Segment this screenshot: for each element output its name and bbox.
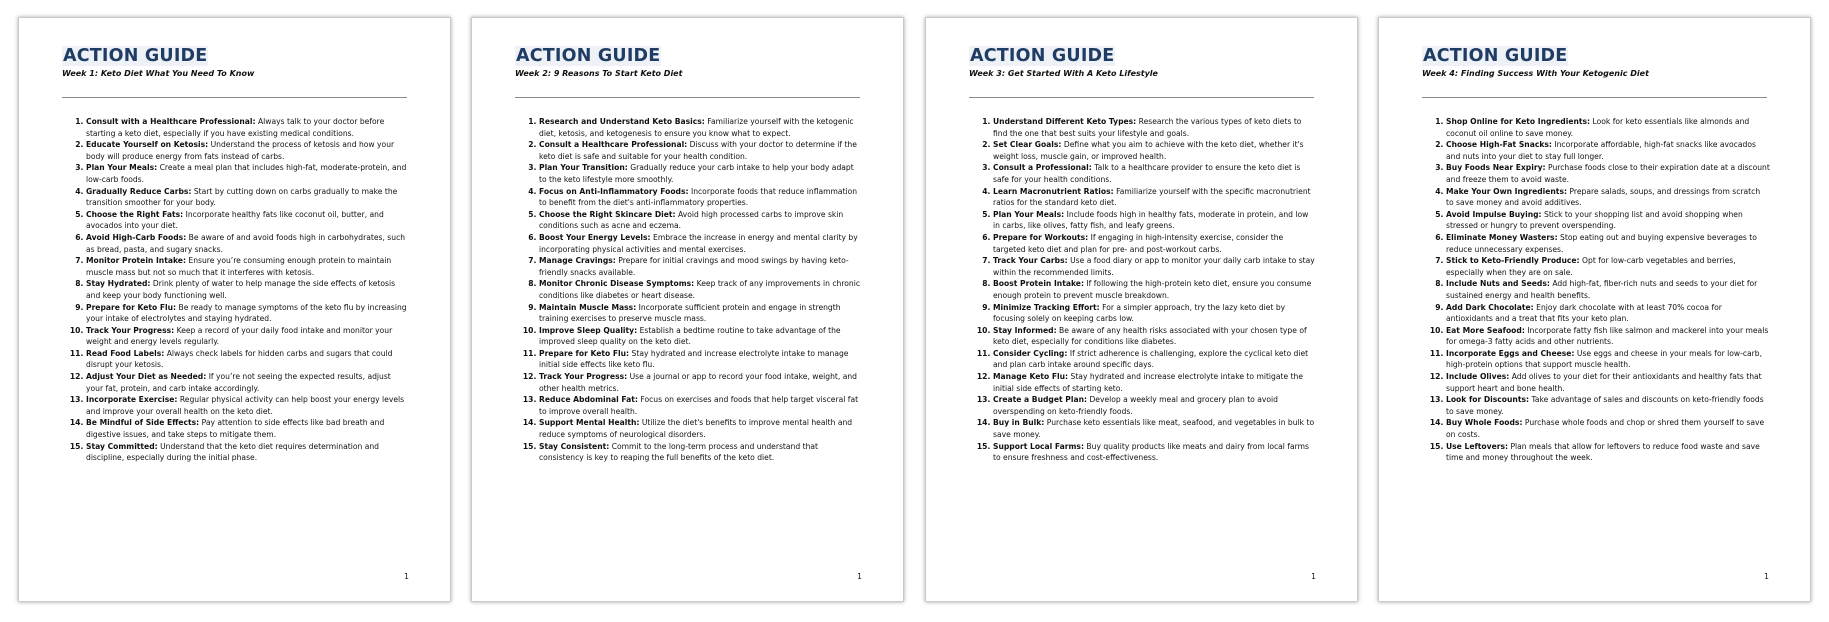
divider [62,97,407,98]
action-item [993,209,1317,232]
action-item-term: Choose the Right Fats: [86,209,184,219]
action-item-text: Keep a record of your daily food intake and monitor your weight and energy levels regularly. [86,325,393,347]
action-item [539,417,863,440]
action-item-text: Prepare for initial cravings and mood swings by having keto-friendly snacks available. [539,256,849,277]
action-item [993,186,1317,209]
action-item-text: Focus on exercises and foods that help target visceral fat to improve overall health. [539,395,859,416]
action-item-term: Improve Sleep Quality: [539,325,638,335]
action-item-term: Reduce Abdominal Fat: [539,395,638,405]
action-item-text: Use eggs and cheese in your meals for low-carb, high-protein options that support muscle health. [1446,348,1763,370]
action-item-term: Create a Budget Plan: [993,395,1088,405]
action-item-term: Track Your Progress: [86,325,175,335]
action-item-text: Add olives to your diet for their antioxidants and healthy fats that support heart and bone health. [1446,372,1762,393]
action-item [993,232,1317,255]
action-item-text: Gradually reduce your carb intake to help your body adapt to the keto lifestyle more smoothly. [539,163,854,184]
action-item-text: Always check labels for hidden carbs and sugars that could disrupt your ketosis. [86,348,393,370]
action-item [1446,371,1770,394]
action-item-text: Pay attention to side effects like bad breath and digestive issues, and take steps to mitigate them. [86,418,385,440]
action-item-term: Manage Keto Flu: [993,372,1069,382]
action-item-text: Establish a bedtime routine to take advantage of the improved sleep quality on the keto diet. [539,325,841,347]
action-item-term: Choose High-Fat Snacks: [1446,140,1552,150]
action-item-term: Plan Your Transition: [539,163,628,173]
action-item-term: Minimize Tracking Effort: [993,302,1100,312]
action-item-term: Eliminate Money Wasters: [1446,232,1558,242]
action-item-text: Embrace the increase in energy and mental clarity by incorporating physical activities and mental exercises. [539,232,858,254]
action-item-term: Shop Online for Keto Ingredients: [1446,117,1591,126]
action-item-term: Look for Discounts: [1446,395,1530,405]
action-item-text: Stop eating out and buying expensive beverages to reduce unnecessary expenses. [1446,232,1757,254]
page-subtitle: Week 4: Finding Success With Your Ketogenic Diet [1422,69,1649,78]
action-item [993,325,1317,348]
action-item-text: Incorporate sufficient protein and engage in strength training exercises to preserve muscle mass. [539,302,841,324]
action-item-term: Read Food Labels: [86,348,165,358]
action-item [993,302,1317,325]
action-item [86,441,410,464]
action-item-text: Utilize the diet's benefits to improve mental health and reduce symptoms of neurological disorders. [539,418,853,440]
action-item-text: Start by cutting down on carbs gradually to make the transition smoother for your body. [86,186,398,208]
action-item [1446,417,1770,440]
action-item [86,255,410,278]
action-item-term: Stay Hydrated: [86,279,151,289]
action-item-term: Consider Cycling: [993,348,1068,358]
action-item-term: Be Mindful of Side Effects: [86,418,200,428]
action-item [993,139,1317,162]
action-item-term: Monitor Chronic Disease Symptoms: [539,279,695,289]
page-number: 1 [1764,572,1769,581]
action-item [539,348,863,371]
action-item [1446,232,1770,255]
action-item-term: Understand Different Keto Types: [993,117,1137,126]
action-item [86,232,410,255]
action-item-text: Familiarize yourself with the ketogenic diet, ketosis, and ketogenesis to ensure you know what to expect. [539,117,854,138]
action-item-term: Manage Cravings: [539,256,616,266]
action-item-text: If you’re not seeing the expected results, adjust your fat, protein, and carb intake accordingly. [86,372,391,393]
action-item-term: Educate Yourself on Ketosis: [86,140,209,150]
action-item [1446,302,1770,325]
action-item-term: Prepare for Workouts: [993,232,1089,242]
action-item-term: Use Leftovers: [1446,441,1509,451]
action-item-term: Track Your Progress: [539,372,628,382]
action-item-text: Discuss with your doctor to determine if the keto diet is safe and suitable for your health condition. [539,140,857,161]
action-item-term: Incorporate Eggs and Cheese: [1446,348,1575,358]
divider [515,97,860,98]
action-item-term: Monitor Protein Intake: [86,256,186,266]
action-item-text: Be aware of any health risks associated with your chosen type of keto diet, especially for conditions like diabetes. [993,325,1307,347]
action-item [539,325,863,348]
action-item [86,348,410,371]
action-item-text: Buy quality products like meats and dairy from local farms to ensure freshness and cost-effectiveness. [993,441,1309,463]
action-item-term: Maintain Muscle Mass: [539,302,637,312]
action-item [993,278,1317,301]
action-item-term: Consult a Healthcare Professional: [539,140,688,150]
action-item [86,278,410,301]
action-item [993,116,1317,139]
action-item-text: Purchase whole foods and chop or shred them yourself to save on costs. [1446,418,1765,440]
action-item-term: Boost Protein Intake: [993,279,1084,289]
action-item-text: Develop a weekly meal and grocery plan to avoid overspending on keto-friendly foods. [993,395,1278,416]
action-item [1446,139,1770,162]
action-item-term: Avoid Impulse Buying: [1446,209,1542,219]
action-item-text: Be ready to manage symptoms of the keto flu by increasing your intake of electrolytes and staying hydrated. [86,302,407,324]
action-item [1446,186,1770,209]
action-item-term: Include Olives: [1446,372,1510,382]
action-item-term: Stick to Keto-Friendly Produce: [1446,256,1580,266]
action-item-text: Understand the process of ketosis and how your body will produce energy from fats instead of carbs. [86,140,395,161]
action-item-term: Stay Consistent: [539,441,610,451]
action-item [539,255,863,278]
action-item-term: Make Your Own Ingredients: [1446,186,1567,196]
action-item [1446,278,1770,301]
action-item-text: Familiarize yourself with the specific macronutrient ratios for the standard keto diet. [993,186,1311,208]
action-item-term: Adjust Your Diet as Needed: [86,372,207,382]
action-item [993,417,1317,440]
action-item [1446,325,1770,348]
action-item-text: If engaging in high-intensity exercise, consider the targeted keto diet and plan for pre- and post-workout carbs. [993,232,1284,254]
action-item-text: Stay hydrated and increase electrolyte intake to manage initial side effects like keto flu. [539,348,849,370]
action-item-text: Use a journal or app to record your food intake, weight, and other health metrics. [539,372,857,393]
page-number: 1 [857,572,862,581]
action-item-text: Prepare salads, soups, and dressings from scratch to save money and avoid additives. [1446,186,1761,208]
page-subtitle: Week 3: Get Started With A Keto Lifestyle [969,69,1158,78]
action-item-term: Research and Understand Keto Basics: [539,117,705,126]
action-item-text: Include foods high in healthy fats, moderate in protein, and low in carbs, like olives, fatty fish, and leafy greens. [993,209,1309,231]
action-item-text: Incorporate foods that reduce inflammation to benefit from the diet's anti-inflammatory properties. [539,186,858,208]
page-title: ACTION GUIDE [63,46,208,66]
action-item-term: Buy Whole Foods: [1446,418,1523,428]
action-item-term: Consult with a Healthcare Professional: [86,117,256,126]
action-item [539,302,863,325]
action-item-text: Define what you aim to achieve with the keto diet, whether it's weight loss, muscle gain, or improved health. [993,140,1304,161]
document-page-week-2 [471,17,904,602]
action-item-term: Plan Your Meals: [993,209,1065,219]
action-item [86,209,410,232]
action-item-term: Support Mental Health: [539,418,640,428]
action-item-text: Keep track of any improvements in chronic conditions like diabetes or heart disease. [539,279,861,300]
action-item [86,139,410,162]
action-item-term: Stay Informed: [993,325,1057,335]
action-item [993,255,1317,278]
document-page-week-4 [1378,17,1811,602]
action-item-text: Use a food diary or app to monitor your daily carb intake to stay within the recommended limits. [993,256,1315,277]
document-page-week-3 [925,17,1358,602]
document-page-week-1 [18,17,451,602]
action-item-term: Prepare for Keto Flu: [86,302,177,312]
page-number: 1 [404,572,409,581]
action-list [1422,116,1770,464]
action-item [1446,441,1770,464]
action-item [539,116,863,139]
action-item [539,162,863,185]
action-item-text: Purchase foods close to their expiration date at a discount and freeze them to avoid waste. [1446,163,1770,184]
action-item [86,302,410,325]
page-title: ACTION GUIDE [970,46,1115,66]
action-item-text: Incorporate affordable, high-fat snacks like avocados and nuts into your diet to stay full longer. [1446,140,1756,161]
action-item [86,116,410,139]
action-item-text: Drink plenty of water to help manage the side effects of ketosis and keep your body functioning well. [86,279,396,300]
action-item-text: Research the various types of keto diets to find the one that best suits your lifestyle and goals. [993,117,1302,138]
action-item [1446,162,1770,185]
action-list [62,116,410,464]
page-title: ACTION GUIDE [516,46,661,66]
page-title: ACTION GUIDE [1423,46,1568,66]
page-number: 1 [1311,572,1316,581]
action-item [993,441,1317,464]
action-item [539,209,863,232]
action-list [969,116,1317,464]
page-subtitle: Week 1: Keto Diet What You Need To Know [62,69,255,78]
action-item-text: Create a meal plan that includes high-fat, moderate-protein, and low-carb foods. [86,163,407,184]
action-item-term: Consult a Professional: [993,163,1092,173]
action-item [86,162,410,185]
action-item-text: Opt for low-carb vegetables and berries, especially when they are on sale. [1446,256,1736,277]
action-item-text: Look for keto essentials like almonds and coconut oil online to save money. [1446,117,1750,138]
action-item-term: Focus on Anti-Inflammatory Foods: [539,186,689,196]
action-item-text: For a simpler approach, try the lazy keto diet by focusing solely on keeping carbs low. [993,302,1286,324]
action-item-text: Understand that the keto diet requires determination and discipline, especially during the initial phase. [86,441,379,463]
action-item-term: Gradually Reduce Carbs: [86,186,192,196]
action-item [1446,348,1770,371]
action-item-text: Enjoy dark chocolate with at least 70% cocoa for antioxidants and a treat that fits your keto plan. [1446,302,1722,324]
action-item [993,162,1317,185]
action-item [539,371,863,394]
divider [1422,97,1767,98]
action-item-term: Avoid High-Carb Foods: [86,232,187,242]
action-item-text: Take advantage of sales and discounts on keto-friendly foods to save money. [1446,395,1764,416]
page-subtitle: Week 2: 9 Reasons To Start Keto Diet [515,69,683,78]
action-item-term: Add Dark Chocolate: [1446,302,1534,312]
action-item [86,371,410,394]
action-item [993,394,1317,417]
action-item-text: Always talk to your doctor before starting a keto diet, especially if you have existing medical conditions. [86,117,385,138]
action-item-term: Learn Macronutrient Ratios: [993,186,1114,196]
action-item-term: Eat More Seafood: [1446,325,1525,335]
action-item [993,371,1317,394]
action-item-term: Prepare for Keto Flu: [539,348,630,358]
action-item [539,186,863,209]
action-item [539,394,863,417]
action-item-text: Ensure you’re consuming enough protein to maintain muscle mass but not so much that it interferes with ketosis. [86,256,392,277]
action-item-text: Be aware of and avoid foods high in carbohydrates, such as bread, pasta, and sugary snacks. [86,232,406,254]
action-item-text: Avoid high processed carbs to improve skin conditions such as acne and eczema. [539,209,844,231]
action-item [993,348,1317,371]
action-item-text: Commit to the long-term process and understand that consistency is key to reaping the full benefits of the keto diet. [539,441,819,463]
divider [969,97,1314,98]
action-item [86,394,410,417]
action-item [1446,394,1770,417]
action-item [86,186,410,209]
action-item [1446,116,1770,139]
action-item [86,417,410,440]
action-item-term: Plan Your Meals: [86,163,158,173]
action-item-text: If following the high-protein keto diet, ensure you consume enough protein to prevent muscle breakdown. [993,279,1312,300]
action-item-text: Incorporate fatty fish like salmon and mackerel into your meals for omega-3 fatty acids and other nutrients. [1446,325,1769,347]
action-item [86,325,410,348]
action-item [1446,209,1770,232]
action-item-text: Plan meals that allow for leftovers to reduce food waste and save time and money throughout the week. [1446,441,1760,463]
action-item [539,278,863,301]
action-item-term: Buy Foods Near Expiry: [1446,163,1546,173]
action-item-term: Include Nuts and Seeds: [1446,279,1550,289]
action-item [539,441,863,464]
action-list [515,116,863,464]
action-item-text: Incorporate healthy fats like coconut oil, butter, and avocados into your diet. [86,209,384,231]
action-item-text: Talk to a healthcare provider to ensure the keto diet is safe for your health conditions. [993,163,1301,184]
action-item-text: Regular physical activity can help boost your energy levels and improve your overall health on the keto diet. [86,395,405,416]
action-item-text: Add high-fat, fiber-rich nuts and seeds to your diet for sustained energy and health benefits. [1446,279,1758,300]
action-item-text: Stay hydrated and increase electrolyte intake to mitigate the initial side effects of starting keto. [993,372,1304,393]
action-item-text: Stick to your shopping list and avoid shopping when stressed or hungry to prevent overspending. [1446,209,1743,231]
action-item-term: Buy in Bulk: [993,418,1045,428]
action-item [539,232,863,255]
action-item-term: Support Local Farms: [993,441,1084,451]
action-item-text: Purchase keto essentials like meat, seafood, and vegetables in bulk to save money. [993,418,1315,440]
action-item-term: Incorporate Exercise: [86,395,178,405]
action-item-term: Track Your Carbs: [993,256,1068,266]
action-item-term: Choose the Right Skincare Diet: [539,209,676,219]
action-item-term: Boost Your Energy Levels: [539,232,651,242]
action-item [539,139,863,162]
action-item [1446,255,1770,278]
action-item-text: If strict adherence is challenging, explore the cyclical keto diet and plan carb intake around specific days. [993,348,1309,370]
action-item-term: Stay Committed: [86,441,158,451]
action-item-term: Set Clear Goals: [993,140,1062,150]
